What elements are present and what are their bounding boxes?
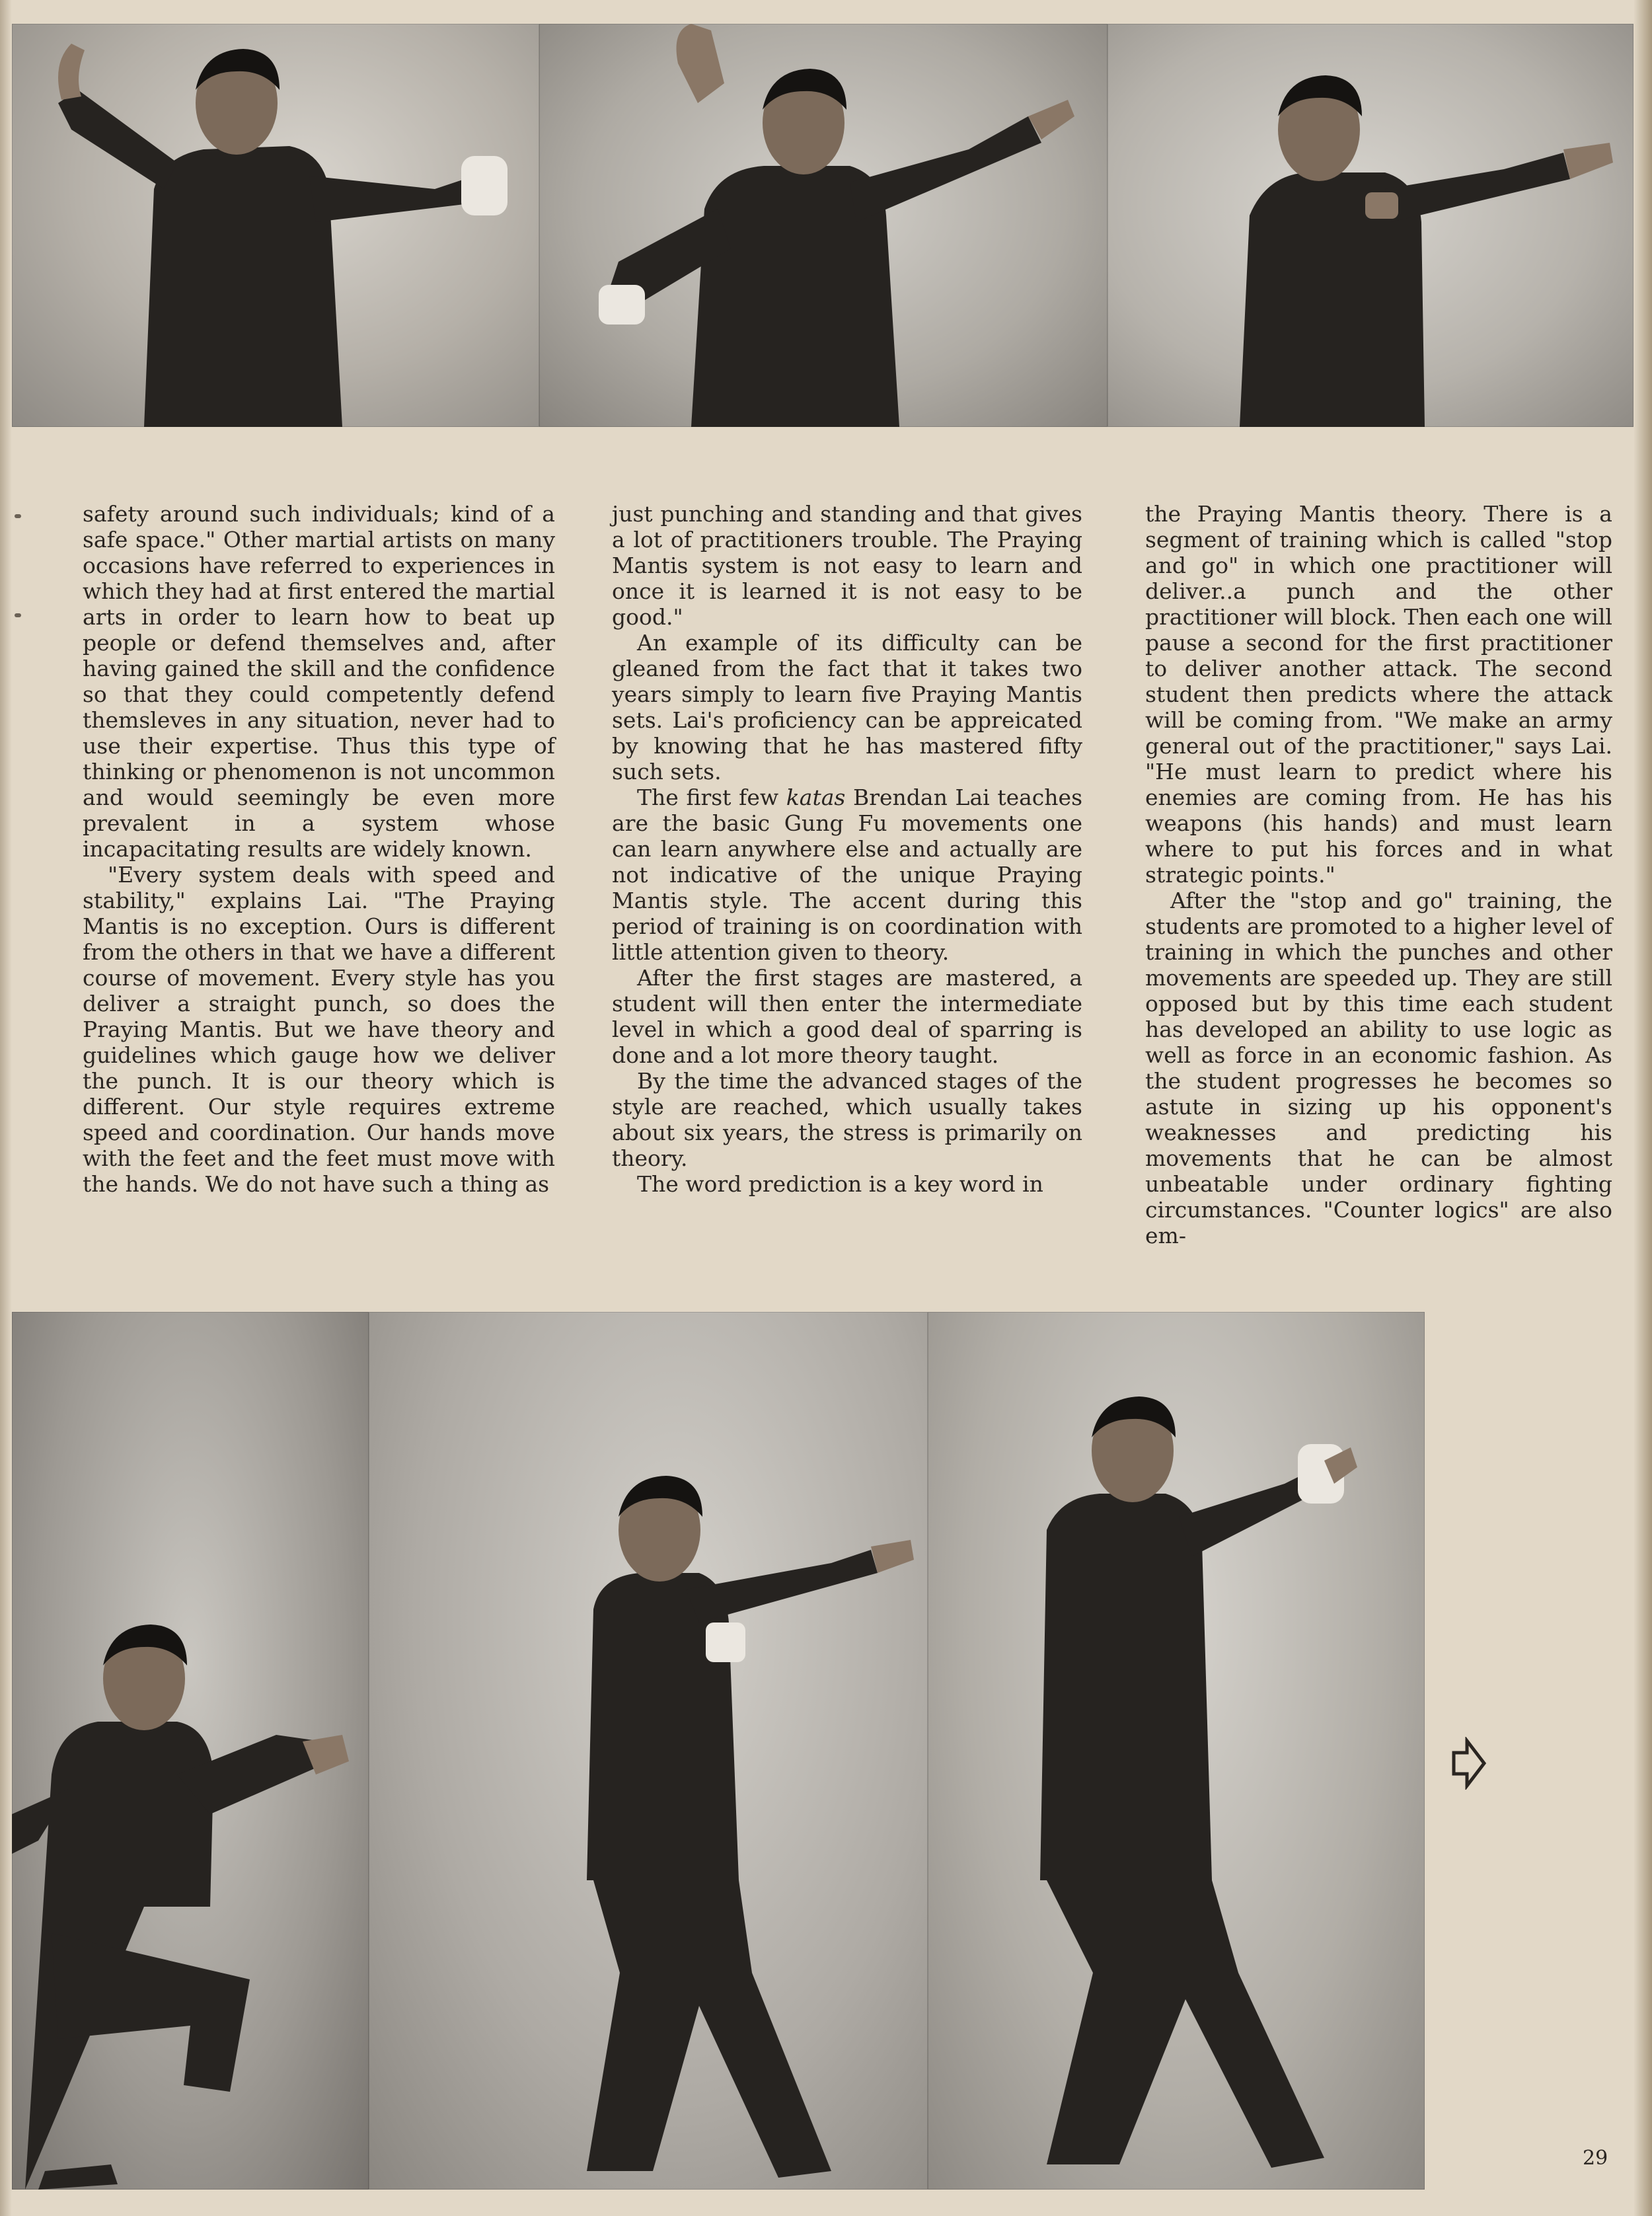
text-column-2 — [612, 501, 1082, 1197]
margin-mark — [15, 514, 21, 518]
text-run: The first few — [637, 784, 786, 810]
margin-mark — [15, 613, 21, 617]
page-edge-right — [1633, 0, 1652, 2216]
paragraph: The word prediction is a key word in — [637, 1171, 1043, 1197]
page-number: 29 — [1583, 2147, 1608, 2170]
paragraph: By the time the advanced stages of the style are reached, which usually takes about six years, the stress is primarily on theory. — [612, 1068, 1082, 1171]
text-run: Brendan Lai teaches are the basic Gung Fu movements one can learn anywhere else and actually are not indicative of the unique Praying Mantis style. The accent during this period of training is on coordination with little attention given to theory. — [612, 784, 1083, 965]
paragraph: After the "stop and go" training, the students are promoted to a higher level of training in which the punches and other movements are speeded up. They are still opposed but by this time each student has developed an ability to use logic as well as force in an economic fashion. As the student progresses he becomes so astute in sizing up his opponent's weaknesses and predicting his movements that he can be almost unbeatable under ordinary fighting circumstances. "Counter logics" are also em- — [1145, 888, 1612, 1248]
paragraph: After the first stages are mastered, a student will then enter the intermediate level in which a good deal of sparring is done and a lot more theory taught. — [612, 965, 1082, 1068]
photo-bottom-3 — [928, 1312, 1425, 2190]
paragraph: An example of its difficulty can be gleaned from the fact that it takes two years simply to learn five Praying Mantis sets. Lai's proficiency can be appreicated by knowing that he has mastered fifty such sets. — [612, 630, 1082, 784]
practitioner-figure — [12, 1312, 369, 2190]
practitioner-figure — [928, 1312, 1425, 2190]
photo-bottom-1 — [12, 1312, 369, 2190]
photo-bottom-2 — [369, 1312, 928, 2190]
practitioner-figure — [12, 24, 539, 427]
italic-term: katas — [786, 784, 846, 810]
photo-top-1 — [12, 24, 539, 427]
paragraph: just punching and standing and that gives a lot of practitioners trouble. The Praying Mantis system is not easy to learn and once it is learned it is not easy to be good." — [612, 501, 1082, 630]
text-column-1 — [83, 501, 555, 1197]
paragraph — [612, 784, 1082, 965]
practitioner-figure — [539, 24, 1108, 427]
page-edge-left — [0, 0, 12, 2216]
text-column-3 — [1145, 501, 1612, 1248]
photo-top-2 — [539, 24, 1108, 427]
paragraph: the Praying Mantis theory. There is a segment of training which is called "stop and go" in which one practitioner will deliver..a punch and the other practitioner will block. Then each one will pause a second for the first practitioner to deliver another attack. The second student then predicts where the attack will be coming from. "We make an army general out of the practitioner," says Lai. "He must learn to predict where his enemies are coming from. He has his weapons (his hands) and must learn where to put his forces and in what strategic points." — [1145, 501, 1612, 888]
practitioner-figure — [1108, 24, 1633, 427]
paragraph: safety around such individuals; kind of a safe space." Other martial artists on many occasions have referred to experiences in which they had at first entered the martial arts in order to learn how to beat up people or defend themselves and, after having gained the skill and the confidence so that they could competently defend themsleves in any situation, never had to use their expertise. Thus this type of thinking or phenomenon is not uncommon and would seemingly be even more prevalent in a system whose incapacitating results are widely known. — [83, 501, 555, 862]
paragraph: "Every system deals with speed and stability," explains Lai. "The Praying Mantis is no exception. Ours is different from the others in that we have a different course of movement. Every style has you deliver a straight punch, so does the Praying Mantis. But we have theory and guidelines which gauge how we deliver the punch. It is our theory which is different. Our style requires extreme speed and coordination. Our hands move with the feet and the feet must move with the hands. We do not have such a thing as — [83, 862, 555, 1197]
practitioner-figure — [369, 1312, 928, 2190]
outline-right-arrow-icon — [1451, 1737, 1487, 1790]
photo-top-3 — [1108, 24, 1633, 427]
